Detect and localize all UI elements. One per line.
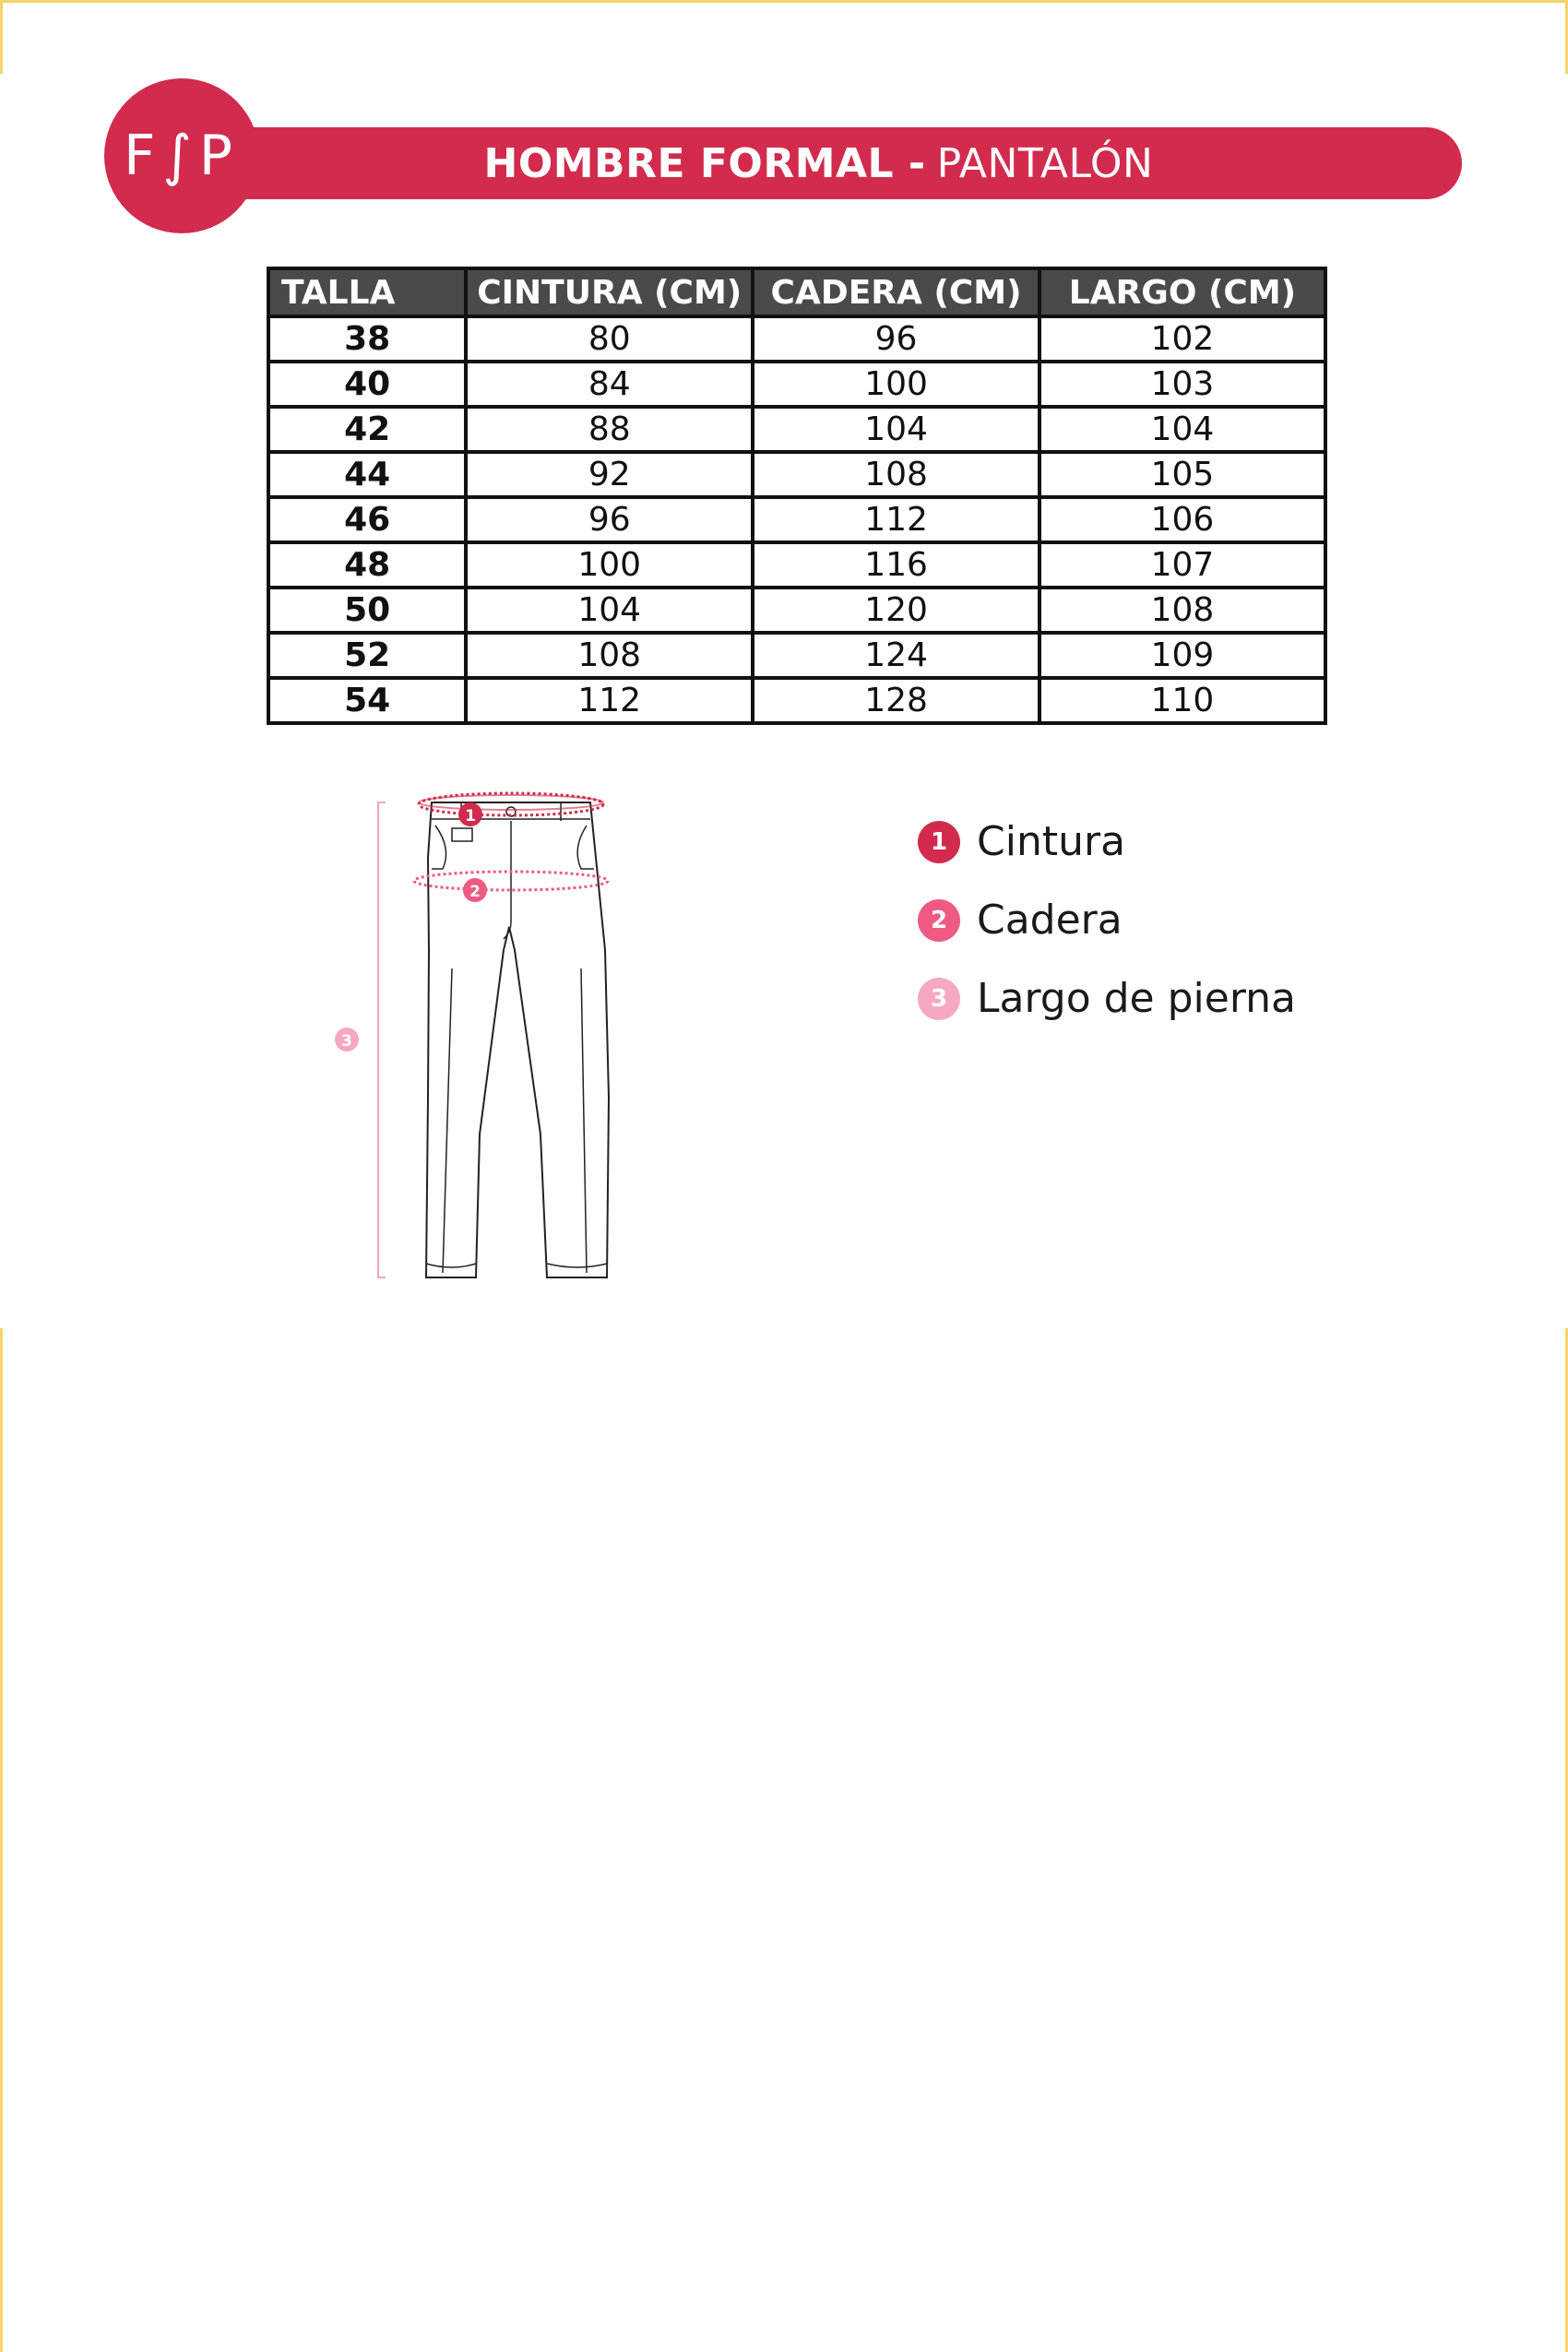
table-row — [268, 678, 1325, 723]
cell-cintura: 104 — [466, 588, 753, 633]
trousers-diagram — [314, 784, 636, 1291]
marker-3 — [335, 1028, 359, 1051]
length-bracket — [378, 802, 386, 1277]
page-border-left-lower — [0, 1328, 3, 2352]
col-header-largo: LARGO (CM) — [1039, 268, 1325, 316]
cell-cadera: 116 — [753, 542, 1039, 588]
cell-size: 52 — [268, 633, 466, 678]
legend-label: Cadera — [977, 897, 1123, 944]
cell-size: 48 — [268, 542, 466, 588]
cell-cadera: 100 — [753, 362, 1039, 407]
cell-cintura: 112 — [466, 678, 753, 723]
legend-badge: 3 — [918, 978, 960, 1020]
cell-size: 38 — [268, 316, 466, 362]
legend-label: Cintura — [977, 818, 1126, 865]
cell-largo: 108 — [1039, 588, 1325, 633]
cell-cadera: 128 — [753, 678, 1039, 723]
cell-largo: 102 — [1039, 316, 1325, 362]
table-row — [268, 588, 1325, 633]
title-banner — [175, 127, 1462, 199]
table-row — [268, 362, 1325, 407]
legend-item-largo — [918, 959, 1296, 1038]
table-header-row — [268, 268, 1325, 316]
legend-badge: 2 — [918, 899, 960, 942]
cell-cadera: 104 — [753, 407, 1039, 452]
cell-cadera: 120 — [753, 588, 1039, 633]
measurement-legend — [918, 802, 1296, 1038]
page-border-top — [0, 0, 1568, 3]
title-light: PANTALÓN — [936, 139, 1154, 187]
size-table — [267, 267, 1327, 725]
cell-cintura: 100 — [466, 542, 753, 588]
cell-largo: 109 — [1039, 633, 1325, 678]
cell-cadera: 124 — [753, 633, 1039, 678]
cell-size: 44 — [268, 452, 466, 497]
col-header-cadera: CADERA (CM) — [753, 268, 1039, 316]
cell-cintura: 88 — [466, 407, 753, 452]
pants-outline — [426, 802, 609, 1277]
cell-cadera: 96 — [753, 316, 1039, 362]
legend-item-cadera — [918, 881, 1296, 959]
marker-1 — [458, 802, 482, 826]
marker-2 — [463, 878, 487, 902]
legend-badge: 1 — [918, 821, 960, 863]
cell-cadera: 108 — [753, 452, 1039, 497]
title-bold: HOMBRE FORMAL - — [483, 139, 926, 187]
cell-largo: 104 — [1039, 407, 1325, 452]
marker-2-label: 2 — [469, 883, 481, 901]
cell-cintura: 96 — [466, 497, 753, 542]
cell-largo: 106 — [1039, 497, 1325, 542]
cell-largo: 105 — [1039, 452, 1325, 497]
cell-size: 42 — [268, 407, 466, 452]
cell-size: 50 — [268, 588, 466, 633]
cell-size: 40 — [268, 362, 466, 407]
cell-cintura: 108 — [466, 633, 753, 678]
table-row — [268, 633, 1325, 678]
cell-largo: 103 — [1039, 362, 1325, 407]
marker-3-label: 3 — [341, 1032, 352, 1051]
marker-1-label: 1 — [465, 807, 476, 826]
cell-cintura: 92 — [466, 452, 753, 497]
table-row — [268, 452, 1325, 497]
table-row — [268, 542, 1325, 588]
legend-label: Largo de pierna — [977, 975, 1297, 1022]
page-border-left — [0, 0, 3, 74]
cell-size: 46 — [268, 497, 466, 542]
brand-logo — [104, 78, 259, 233]
table-row — [268, 407, 1325, 452]
logo-text: F∫P — [124, 124, 240, 188]
table-row — [268, 497, 1325, 542]
col-header-cintura: CINTURA (CM) — [466, 268, 753, 316]
cell-cintura: 84 — [466, 362, 753, 407]
cell-largo: 110 — [1039, 678, 1325, 723]
cell-largo: 107 — [1039, 542, 1325, 588]
cell-size: 54 — [268, 678, 466, 723]
table-row — [268, 316, 1325, 362]
legend-item-cintura — [918, 802, 1296, 881]
cell-cintura: 80 — [466, 316, 753, 362]
cell-cadera: 112 — [753, 497, 1039, 542]
col-header-talla: TALLA — [268, 268, 466, 316]
